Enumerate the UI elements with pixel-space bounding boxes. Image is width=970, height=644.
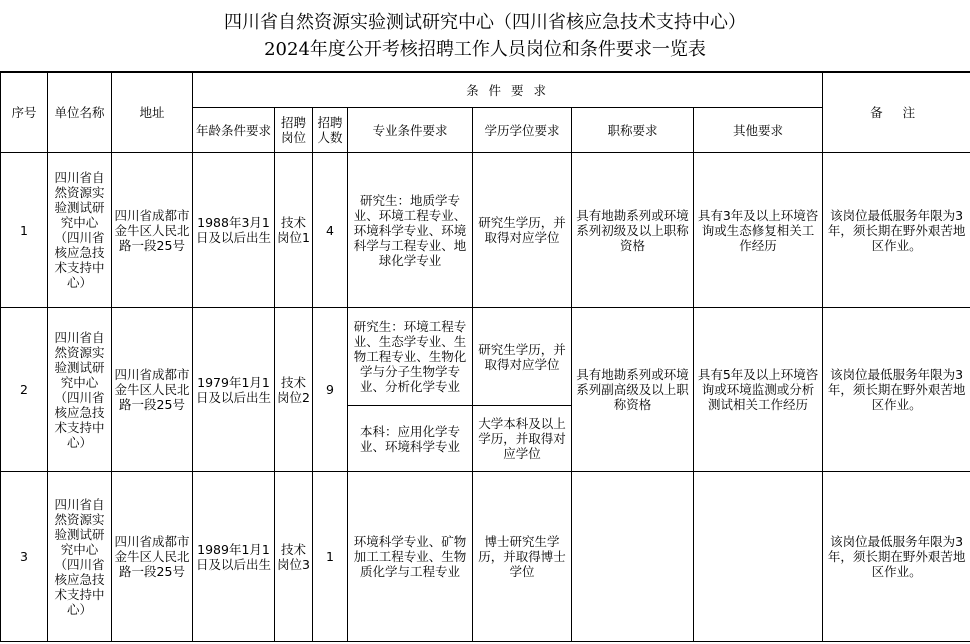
header-address[interactable]: 地址 <box>112 73 193 153</box>
header-other[interactable]: 其他要求 <box>694 108 823 153</box>
cell-unit[interactable]: 四川省自然资源实验测试研究中心（四川省核应急技术支持中心） <box>48 472 112 642</box>
cell-major-undergrad[interactable]: 本科：应用化学专业、环境科学专业 <box>348 406 473 472</box>
table-row <box>1 308 970 406</box>
cell-degree[interactable]: 研究生学历，并取得对应学位 <box>473 308 572 406</box>
header-major[interactable]: 专业条件要求 <box>348 108 473 153</box>
header-remark[interactable]: 备 注 <box>823 73 970 153</box>
cell-age[interactable]: 1979年1月1日及以后出生 <box>193 308 275 472</box>
cell-post[interactable]: 技术岗位1 <box>275 153 313 308</box>
cell-count[interactable]: 1 <box>313 472 348 642</box>
cell-seq[interactable]: 1 <box>1 153 48 308</box>
title-line-1: 四川省自然资源实验测试研究中心（四川省核应急技术支持中心） <box>224 12 746 33</box>
recruitment-table <box>0 72 970 642</box>
header-title-req[interactable]: 职称要求 <box>572 108 694 153</box>
cell-degree[interactable]: 博士研究生学历，并取得博士学位 <box>473 472 572 642</box>
cell-major[interactable]: 研究生：环境工程专业、生态学专业、生物工程专业、生物化学与分子生物学专业、分析化学专业 <box>348 308 473 406</box>
cell-remark[interactable]: 该岗位最低服务年限为3年，须长期在野外艰苦地区作业。 <box>823 472 970 642</box>
cell-count[interactable]: 4 <box>313 153 348 308</box>
cell-age[interactable]: 1989年1月1日及以后出生 <box>193 472 275 642</box>
cell-post[interactable]: 技术岗位3 <box>275 472 313 642</box>
cell-address[interactable]: 四川省成都市金牛区人民北路一段25号 <box>112 472 193 642</box>
cell-seq[interactable]: 2 <box>1 308 48 472</box>
title-block <box>0 0 970 72</box>
table-row <box>1 153 970 308</box>
cell-age[interactable]: 1988年3月1日及以后出生 <box>193 153 275 308</box>
header-count[interactable]: 招聘人数 <box>313 108 348 153</box>
cell-address[interactable]: 四川省成都市金牛区人民北路一段25号 <box>112 153 193 308</box>
cell-title-req[interactable]: 具有地勘系列或环境系列副高级及以上职称资格 <box>572 308 694 472</box>
header-conditions[interactable]: 条 件 要 求 <box>193 73 823 108</box>
cell-title-req[interactable]: 具有地勘系列或环境系列初级及以上职称资格 <box>572 153 694 308</box>
cell-count[interactable]: 9 <box>313 308 348 472</box>
header-degree[interactable]: 学历学位要求 <box>473 108 572 153</box>
cell-seq[interactable]: 3 <box>1 472 48 642</box>
cell-unit[interactable]: 四川省自然资源实验测试研究中心（四川省核应急技术支持中心） <box>48 153 112 308</box>
cell-major[interactable]: 环境科学专业、矿物加工工程专业、生物质化学与工程专业 <box>348 472 473 642</box>
header-age[interactable]: 年龄条件要求 <box>193 108 275 153</box>
cell-degree-undergrad[interactable]: 大学本科及以上学历，并取得对应学位 <box>473 406 572 472</box>
cell-remark[interactable]: 该岗位最低服务年限为3年，须长期在野外艰苦地区作业。 <box>823 153 970 308</box>
cell-degree[interactable]: 研究生学历，并取得对应学位 <box>473 153 572 308</box>
cell-other[interactable] <box>694 472 823 642</box>
cell-unit[interactable]: 四川省自然资源实验测试研究中心（四川省核应急技术支持中心） <box>48 308 112 472</box>
cell-major[interactable]: 研究生：地质学专业、环境工程专业、环境科学专业、环境科学与工程专业、地球化学专业 <box>348 153 473 308</box>
cell-other[interactable]: 具有3年及以上环境咨询或生态修复相关工作经历 <box>694 153 823 308</box>
title-line-2: 2024年度公开考核招聘工作人员岗位和条件要求一览表 <box>264 39 706 60</box>
cell-other[interactable]: 具有5年及以上环境咨询或环境监测或分析测试相关工作经历 <box>694 308 823 472</box>
cell-post[interactable]: 技术岗位2 <box>275 308 313 472</box>
cell-title-req[interactable] <box>572 472 694 642</box>
cell-remark[interactable]: 该岗位最低服务年限为3年，须长期在野外艰苦地区作业。 <box>823 308 970 472</box>
header-seq[interactable]: 序号 <box>1 73 48 153</box>
cell-address[interactable]: 四川省成都市金牛区人民北路一段25号 <box>112 308 193 472</box>
header-post[interactable]: 招聘岗位 <box>275 108 313 153</box>
header-row-1 <box>1 73 970 108</box>
header-unit[interactable]: 单位名称 <box>48 73 112 153</box>
table-row <box>1 472 970 642</box>
